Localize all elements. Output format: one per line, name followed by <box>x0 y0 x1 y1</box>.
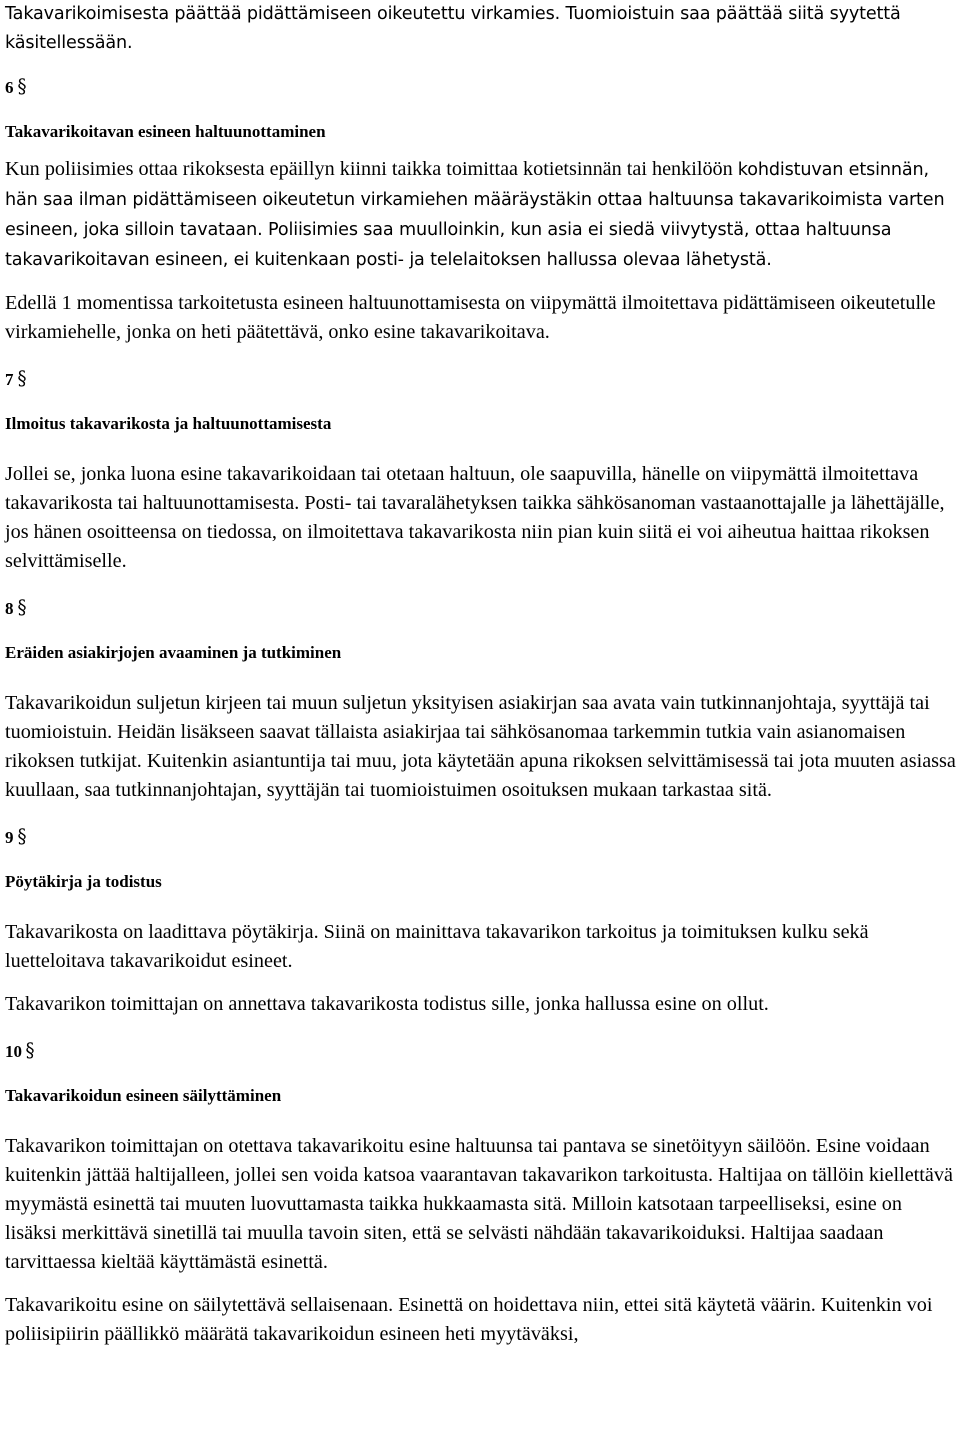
section-number <box>5 826 957 848</box>
section-number-value: 6 <box>5 78 14 97</box>
section-paragraph <box>5 155 957 275</box>
section-sign: § <box>17 595 26 619</box>
section-sign: § <box>17 824 26 848</box>
section-paragraph: Takavarikon toimittajan on annettava takavarikosta todistus sille, jonka hallussa esine on ollut. <box>5 993 769 1015</box>
document-page <box>5 0 957 1349</box>
section-number-value: 7 <box>5 370 14 389</box>
section-heading: Takavarikoitavan esineen haltuunottaminen <box>5 122 326 141</box>
section-paragraph: Edellä 1 momentissa tarkoitetusta esineen haltuunottamisesta on viipymättä ilmoitettava pidättämiseen oikeutetulle virkamiehelle, jonka on heti päätettävä, onko esine takavarikoitava. <box>5 292 936 343</box>
section-8 <box>5 597 957 805</box>
intro-paragraph: Takavarikoimisesta päättää pidättämiseen oikeutettu virkamies. Tuomioistuin saa päättää siitä syytettä käsitellessään. <box>5 4 901 53</box>
paragraph-serif-text: Kun poliisimies ottaa rikoksesta epäillyn kiinni taikka toimittaa kotietsinnän tai henkilöön <box>5 158 738 180</box>
section-paragraph: Takavarikon toimittajan on otettava takavarikoitu esine haltuunsa tai pantava se sinetöityyn säilöön. Esine voidaan kuitenkin jättää haltijalleen, jollei sen voida katsoa vaarantavan takavarikon tarkoitusta. Haltijaa on tällöin kiellettävä myymästä esinettä tai muuten luovuttamasta taikka hukkaamasta sitä. Milloin katsotaan tarpeelliseksi, esine on lisäksi merkittävä sinetillä tai muulla tavoin siten, että se selvästi nähdään takavarikoiduksi. Haltijaa saadaan tarvittaessa kieltää käyttämästä esinettä. <box>5 1135 953 1273</box>
section-heading: Pöytäkirja ja todistus <box>5 872 162 891</box>
section-6 <box>5 76 957 347</box>
section-heading: Takavarikoidun esineen säilyttäminen <box>5 1086 282 1105</box>
section-9 <box>5 826 957 1019</box>
section-number-value: 8 <box>5 599 14 618</box>
section-7 <box>5 368 957 576</box>
section-number <box>5 76 957 98</box>
section-number <box>5 368 957 390</box>
section-sign: § <box>17 366 26 390</box>
section-number <box>5 1040 957 1062</box>
section-sign: § <box>25 1038 35 1062</box>
section-paragraph: Takavarikoitu esine on säilytettävä sellaisenaan. Esinettä on hoidettava niin, ettei sitä käytetä väärin. Kuitenkin voi poliisipiirin päällikkö määrätä takavarikoidun esineen heti myytäväksi, <box>5 1294 933 1345</box>
section-number-value: 10 <box>5 1042 22 1061</box>
section-number-value: 9 <box>5 828 14 847</box>
paragraph-sans-text: kohdistuvan etsinnän, hän saa ilman pidättämiseen oikeutetun virkamiehen määräystäkin ottaa haltuunsa takavarikoimista varten esineen, joka silloin tavataan. Poliisimies saa muulloinkin, kun asia ei siedä viivytystä, ottaa haltuunsa takavarikoitavan esineen, ei kuitenkaan posti- ja telelaitoksen hallussa olevaa lähetystä. <box>5 160 945 270</box>
section-10 <box>5 1040 957 1349</box>
section-paragraph: Takavarikoidun suljetun kirjeen tai muun suljetun yksityisen asiakirjan saa avata vain tutkinnanjohtaja, syyttäjä tai tuomioistuin. Heidän lisäkseen saavat tällaista asiakirjaa tai sähkösanomaa tarkemmin tutkia vain asianomaisen rikoksen tutkijat. Kuitenkin asiantuntija tai muu, jota käytetään apuna rikoksen selvittämisessä tai jota muuten asiassa kuullaan, saa tutkinnanjohtajan, syyttäjän tai tuomioistuimen osoituksen mukaan tarkastaa sitä. <box>5 692 956 801</box>
section-paragraph: Jollei se, jonka luona esine takavarikoidaan tai otetaan haltuun, ole saapuvilla, hänelle on viipymättä ilmoitettava takavarikosta tai haltuunottamisesta. Posti- tai tavaralähetyksen taikka sähkösanoman vastaanottajalle ja lähettäjälle, jos hänen osoitteensa on tiedossa, on ilmoitettava takavarikosta niin pian kuin siitä ei voi aiheutua haittaa rikoksen selvittämiselle. <box>5 463 945 572</box>
section-heading: Eräiden asiakirjojen avaaminen ja tutkiminen <box>5 643 342 662</box>
section-sign: § <box>17 74 26 98</box>
section-number <box>5 597 957 619</box>
section-paragraph: Takavarikosta on laadittava pöytäkirja. Siinä on mainittava takavarikon tarkoitus ja toimituksen kulku sekä luetteloitava takavarikoidut esineet. <box>5 921 869 972</box>
section-heading: Ilmoitus takavarikosta ja haltuunottamisesta <box>5 414 332 433</box>
